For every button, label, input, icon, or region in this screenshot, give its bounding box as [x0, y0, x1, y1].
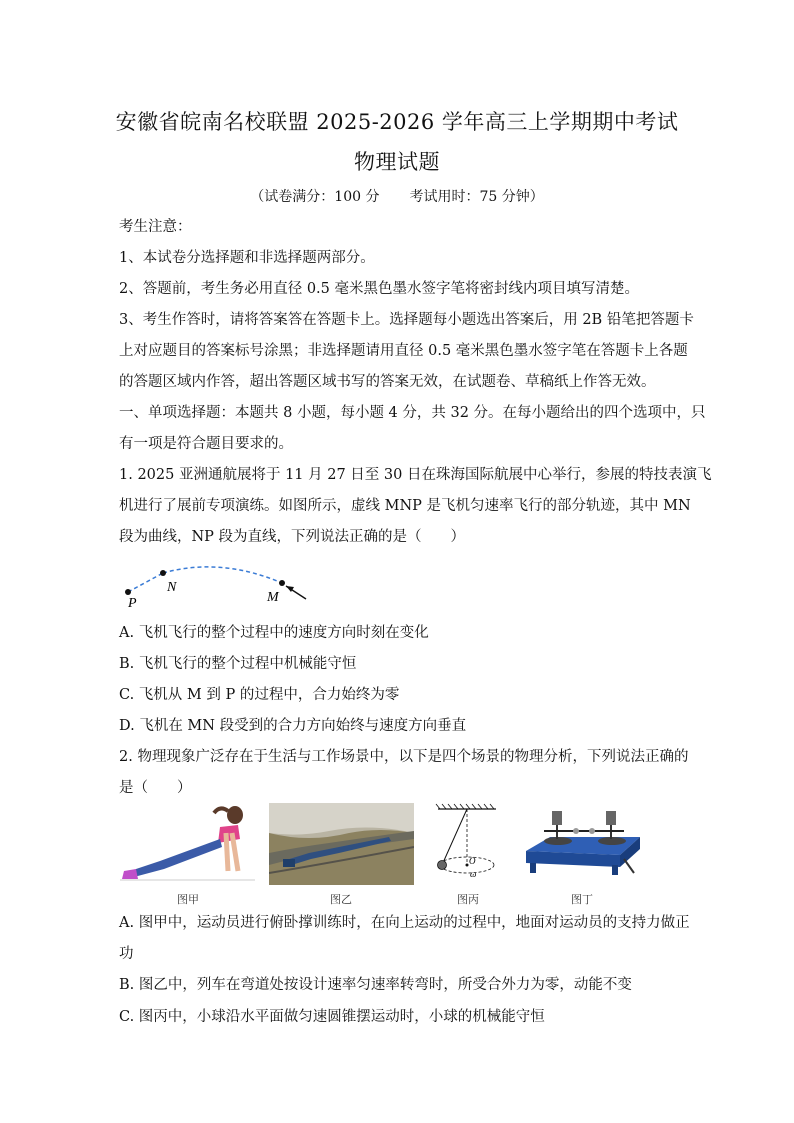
option-d: D. 飞机在 MN 段受到的合力方向始终与速度方向垂直 [119, 718, 467, 734]
notice-item: 的答题区域内作答，超出答题区域书写的答案无效，在试题卷、草稿纸上作答无效。 [119, 374, 656, 390]
point-m [279, 580, 285, 586]
pushup-athlete-image [120, 803, 255, 885]
point-p [125, 589, 131, 595]
line-np [128, 573, 163, 592]
question-2-text: 是（ ） [119, 780, 192, 796]
section-heading-cont: 有一项是符合题目要求的。 [119, 436, 293, 452]
option-c: C. 飞机从 M 到 P 的过程中，合力始终为零 [119, 687, 400, 703]
caption-ding: 图丁 [571, 893, 593, 906]
question-1-text: 机进行了展前专项演练。如图所示，虚线 MNP 是飞机匀速率飞行的部分轨迹，其中 MN [119, 498, 691, 514]
question-2-text: 2. 物理现象广泛存在于生活与工作场景中，以下是四个场景的物理分析，下列说法正确的 [119, 749, 689, 765]
q2-option-a: A. 图甲中，运动员进行俯卧撑训练时，在向上运动的过程中，地面对运动员的支持力做正 [119, 915, 690, 931]
caption-yi: 图乙 [330, 893, 352, 906]
option-b: B. 飞机飞行的整个过程中机械能守恒 [119, 656, 357, 672]
conical-pendulum-image [430, 803, 505, 885]
train-curve-image [269, 803, 414, 885]
q2-option-c: C. 图丙中，小球沿水平面做匀速圆锥摆运动时，小球的机械能守恒 [119, 1009, 545, 1025]
label-n: N [167, 580, 177, 595]
pendulum-label-o: O [469, 856, 476, 866]
notice-item: 上对应题目的答案标号涂黑；非选择题请用直径 0.5 毫米黑色墨水签字笔在答题卡上各题 [119, 343, 688, 359]
notice-item: 1、本试卷分选择题和非选择题两部分。 [119, 250, 375, 266]
notice-item: 3、考生作答时，请将答案答在答题卡上。选择题每小题选出答案后，用 2B 铅笔把答题卡 [119, 312, 694, 328]
exam-title: 安徽省皖南名校联盟 2025-2026 学年高三上学期期中考试 [115, 110, 679, 134]
label-p: P [128, 596, 137, 611]
notice-item: 2、答题前，考生务必用直径 0.5 毫米黑色墨水签字笔将密封线内项目填写清楚。 [119, 281, 640, 297]
curve-mn [163, 567, 282, 583]
section-heading: 一、单项选择题：本题共 8 小题，每小题 4 分，共 32 分。在每小题给出的四个选项中，只 [119, 405, 706, 421]
question-1-text: 1. 2025 亚洲通航展将于 11 月 27 日至 30 日在珠海国际航展中心举行，参展的特技表演飞 [119, 467, 712, 483]
scene-images [120, 803, 680, 906]
pendulum-label-omega: ω [470, 869, 477, 879]
option-a: A. 飞机飞行的整个过程中的速度方向时刻在变化 [119, 625, 429, 641]
trajectory-diagram [116, 562, 316, 612]
caption-jia: 图甲 [177, 893, 199, 906]
exam-meta [0, 186, 794, 206]
point-n [160, 570, 166, 576]
notice-heading: 考生注意： [119, 219, 192, 235]
label-m: M [267, 590, 279, 605]
q2-option-b: B. 图乙中，列车在弯道处按设计速率匀速率转弯时，所受合外力为零，动能不变 [119, 977, 632, 993]
full-score: （试卷满分：100 分 [250, 189, 380, 205]
rotating-device-image [520, 803, 645, 885]
exam-subject: 物理试题 [354, 150, 440, 174]
caption-bing: 图丙 [457, 893, 479, 906]
question-1-text: 段为曲线，NP 段为直线，下列说法正确的是（ ） [119, 529, 466, 545]
exam-time: 考试用时：75 分钟） [409, 189, 544, 205]
q2-option-a-cont: 功 [119, 946, 134, 962]
